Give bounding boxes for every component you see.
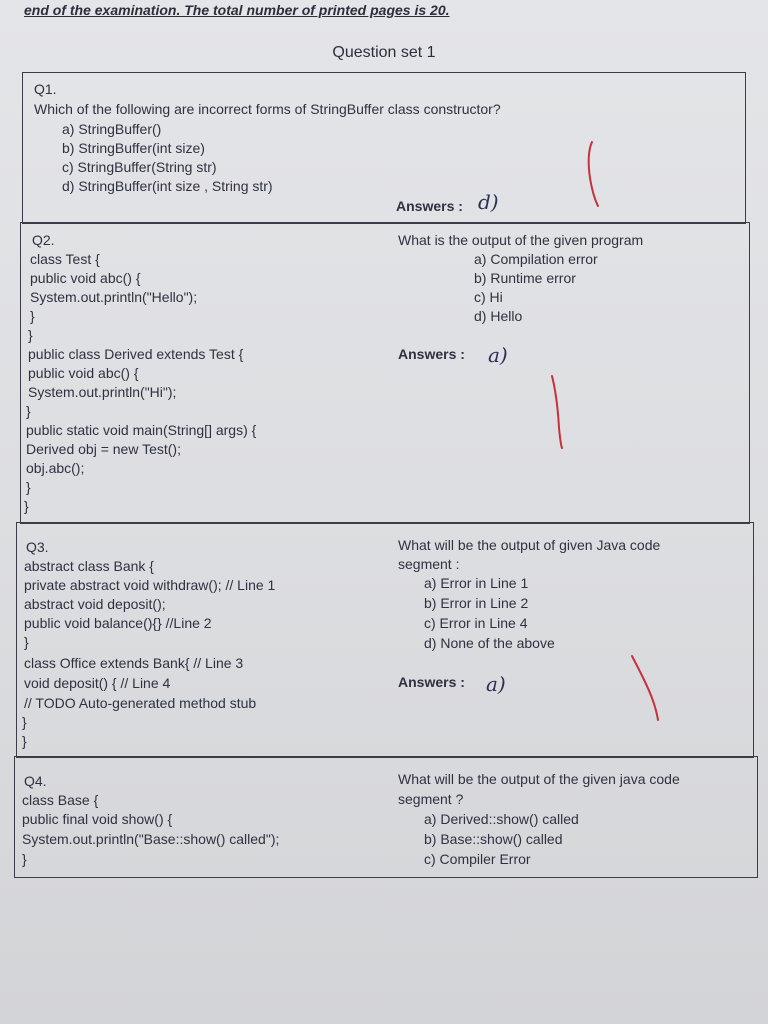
q2-code-line: } — [26, 403, 31, 419]
q3-code-line: abstract class Bank { — [24, 558, 154, 574]
q2-option-c: c) Hi — [474, 289, 503, 305]
q3-option-d: d) None of the above — [424, 635, 555, 651]
q4-question-line: segment ? — [398, 791, 464, 807]
q3-option-c: c) Error in Line 4 — [424, 615, 528, 631]
q2-code-line: } — [26, 479, 31, 495]
q2-option-a: a) Compilation error — [474, 251, 598, 267]
q3-code-line: } — [22, 733, 27, 749]
exam-notice: end of the examination. The total number of printed pages is 20. — [24, 2, 450, 18]
q2-code-line: } — [30, 308, 35, 324]
q2-code-line: } — [24, 498, 29, 514]
q2-code-line: public static void main(String[] args) { — [26, 422, 257, 438]
q2-option-d: d) Hello — [474, 308, 523, 324]
q2-option-b: b) Runtime error — [474, 270, 576, 286]
question-set-title: Question set 1 — [332, 44, 436, 61]
q3-code-line: } — [24, 634, 29, 650]
q1-handwritten-answer: d) — [478, 190, 499, 214]
q4-question-line: What will be the output of the given java code — [398, 771, 680, 787]
q1-option-b: b) StringBuffer(int size) — [62, 140, 205, 156]
q3-option-a: a) Error in Line 1 — [424, 575, 529, 591]
q2-code-line: public void abc() { — [28, 365, 139, 381]
q1-option-d: d) StringBuffer(int size , String str) — [62, 178, 273, 194]
q4-number: Q4. — [24, 773, 47, 789]
q3-code-line: } — [22, 714, 27, 730]
q1-question: Which of the following are incorrect forms of StringBuffer class constructor? — [34, 101, 501, 117]
q4-option-a: a) Derived::show() called — [424, 811, 579, 827]
q2-handwritten-answer: a) — [488, 343, 508, 367]
q1-answers-label: Answers : — [396, 198, 463, 214]
q3-answers-label: Answers : — [398, 674, 465, 690]
q4-code-line: System.out.println("Base::show() called"); — [22, 831, 280, 847]
q2-code-line: Derived obj = new Test(); — [26, 441, 181, 457]
q2-code-line: } — [28, 327, 33, 343]
q1-number: Q1. — [34, 81, 57, 97]
q2-code-line: System.out.println("Hi"); — [28, 384, 177, 400]
q2-code-line: public void abc() { — [30, 270, 141, 286]
q4-code-line: } — [22, 851, 27, 867]
q3-question-line: segment : — [398, 556, 460, 572]
q1-option-c: c) StringBuffer(String str) — [62, 159, 217, 175]
q1-option-a: a) StringBuffer() — [62, 121, 162, 137]
q3-code-line: abstract void deposit(); — [24, 596, 166, 612]
q3-code-line: private abstract void withdraw(); // Line 1 — [24, 577, 276, 593]
q2-number: Q2. — [32, 232, 55, 248]
q2-code-line: obj.abc(); — [26, 460, 85, 476]
q3-handwritten-answer: a) — [486, 672, 506, 696]
q3-question-line: What will be the output of given Java code — [398, 537, 661, 553]
q4-option-b: b) Base::show() called — [424, 831, 563, 847]
q3-code-line: void deposit() { // Line 4 — [24, 675, 171, 691]
q4-code-line: public final void show() { — [22, 811, 173, 827]
q2-red-tick-mark — [552, 376, 562, 448]
q3-code-line: public void balance(){} //Line 2 — [24, 615, 212, 631]
q2-answers-label: Answers : — [398, 346, 465, 362]
q4-option-c: c) Compiler Error — [424, 851, 531, 867]
q3-red-tick-mark — [632, 656, 658, 720]
q4-code-line: class Base { — [22, 792, 99, 808]
q3-option-b: b) Error in Line 2 — [424, 595, 529, 611]
q2-code-line: System.out.println("Hello"); — [30, 289, 198, 305]
q3-number: Q3. — [26, 539, 49, 555]
q2-code-line: class Test { — [30, 251, 100, 267]
q3-code-line: // TODO Auto-generated method stub — [24, 695, 257, 711]
q1-red-tick-mark — [589, 142, 598, 206]
q2-question: What is the output of the given program — [398, 232, 644, 248]
q3-code-line: class Office extends Bank{ // Line 3 — [24, 655, 244, 671]
q2-code-line: public class Derived extends Test { — [28, 346, 244, 362]
